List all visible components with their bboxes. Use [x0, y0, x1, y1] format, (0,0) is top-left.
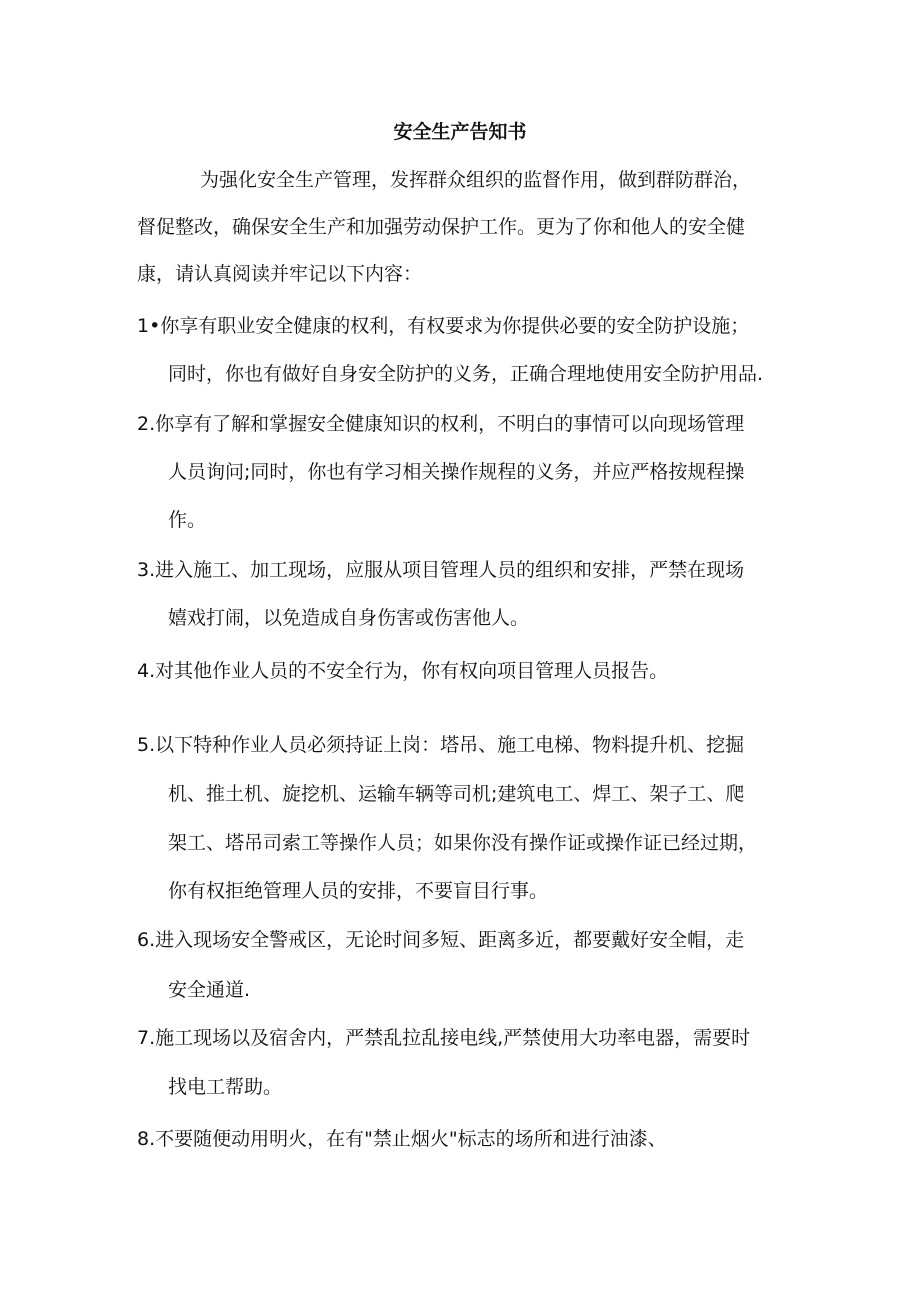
item-8-line-1: 8.不要随便动用明火，在有"禁止烟火"标志的场所和进行油漆、 — [137, 1128, 667, 1150]
intro-line-1: 为强化安全生产管理，发挥群众组织的监督作用，做到群防群治， — [200, 169, 752, 191]
item-5-line-2: 机、推土机、旋挖机、运输车辆等司机;建筑电工、焊工、架子工、爬 — [168, 783, 745, 805]
item-7-line-2: 找电工帮助。 — [168, 1076, 283, 1098]
item-1-line-2: 同时，你也有做好自身安全防护的义务，正确合理地使用安全防护用品. — [168, 363, 764, 385]
item-6-line-1: 6.进入现场安全警戒区，无论时间多短、距离多近，都要戴好安全帽，走 — [137, 929, 745, 951]
item-1-line-1: 1•你享有职业安全健康的权利，有权要求为你提供必要的安全防护设施； — [137, 315, 750, 337]
document-title: 安全生产告知书 — [393, 121, 527, 143]
item-4-line-1: 4.对其他作业人员的不安全行为，你有权向项目管理人员报告。 — [137, 660, 669, 682]
item-3-line-2: 嬉戏打闹，以免造成自身伤害或伤害他人。 — [168, 607, 530, 629]
item-5-line-4: 你有权拒绝管理人员的安排，不要盲目行事。 — [168, 880, 549, 902]
item-5-line-3: 架工、塔吊司索工等操作人员；如果你没有操作证或操作证已经过期， — [168, 832, 758, 854]
item-5-line-1: 5.以下特种作业人员必须持证上岗：塔吊、施工电梯、物料提升机、挖掘 — [137, 734, 745, 756]
item-3-line-1: 3.进入施工、加工现场，应服从项目管理人员的组织和安排，严禁在现场 — [137, 559, 745, 581]
intro-line-3: 康，请认真阅读并牢记以下内容： — [137, 263, 423, 285]
intro-line-2: 督促整改，确保安全生产和加强劳动保护工作。更为了你和他人的安全健 — [137, 216, 746, 238]
item-2-line-2: 人员询问;同时，你也有学习相关操作规程的义务，并应严格按规程操 — [168, 461, 745, 483]
item-7-line-1: 7.施工现场以及宿舍内，严禁乱拉乱接电线,严禁使用大功率电器，需要时 — [137, 1027, 751, 1049]
item-6-line-2: 安全通道. — [168, 979, 251, 1001]
item-2-line-3: 作。 — [168, 509, 207, 531]
item-2-line-1: 2.你享有了解和掌握安全健康知识的权利，不明白的事情可以向现场管理 — [137, 413, 745, 435]
